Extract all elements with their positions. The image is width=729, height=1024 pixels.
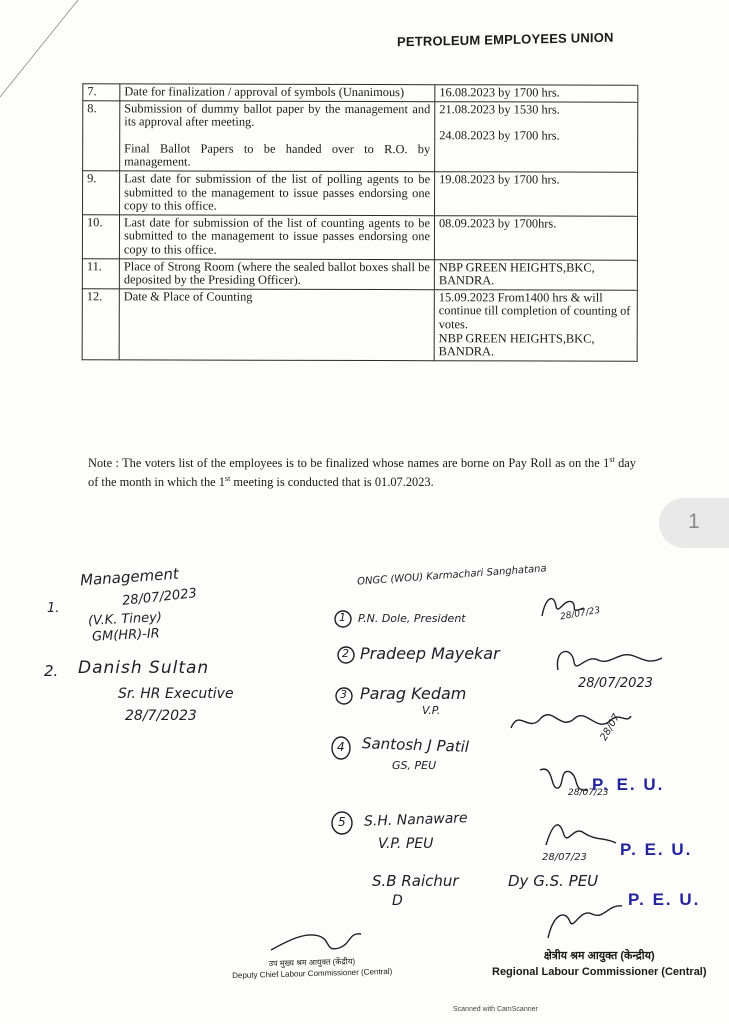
scanner-watermark: Scanned with CamScanner — [453, 1006, 538, 1013]
management-item-2-name: Danish Sultan — [78, 658, 210, 678]
management-item-2-date: 28/7/2023 — [125, 708, 197, 724]
signatory-4-name: Santosh J Patil — [361, 734, 470, 756]
signatory-5-name: S.H. Nanaware — [363, 810, 468, 830]
signatory-5-number: 5 — [338, 815, 346, 829]
management-item-1-no: 1. — [47, 601, 60, 616]
schedule-item-deadline — [435, 172, 638, 216]
schedule-item-number: 7. — [83, 84, 120, 101]
signatory-3-name: Parag Kedam — [360, 684, 467, 703]
signatory-3-role: V.P. — [422, 704, 441, 717]
signatory-2-name: Pradeep Mayekar — [360, 644, 500, 663]
union-header: PETROLEUM EMPLOYEES UNION — [397, 29, 614, 50]
schedule-item-description — [119, 215, 434, 260]
signatory-6-mark: D — [392, 893, 403, 909]
peu-stamp-2: P. E. U. — [620, 840, 693, 859]
dclc-signature — [265, 924, 375, 960]
page-indicator-tab[interactable] — [659, 498, 729, 548]
schedule-row — [82, 215, 637, 260]
schedule-row — [83, 84, 638, 102]
deadline-value: NBP GREEN HEIGHTS,BKC, BANDRA. — [438, 330, 595, 359]
signatory-2-number: 2 — [342, 647, 349, 660]
signatory-4-date: 28/07/23 — [568, 788, 609, 798]
deadline-value: 19.08.2023 by 1700 hrs. — [439, 172, 560, 187]
signatory-3-date: 28/07 — [598, 712, 623, 743]
signatory-5-signature — [540, 815, 620, 850]
description-paragraph: Date & Place of Counting — [123, 289, 253, 304]
description-paragraph: Date for finalization / approval of symbols (Unanimous) — [124, 84, 405, 100]
schedule-item-description — [120, 100, 435, 171]
schedule-row — [83, 171, 638, 216]
schedule-item-deadline — [435, 85, 638, 102]
schedule-item-number: 10. — [82, 215, 119, 259]
signatory-1-date: 28/07/23 — [559, 605, 601, 623]
voters-list-note: Note : The voters list of the employees is to be finalized whose names are borne on Pay Roll as on the 1st day of the month in which the 1st meeting is conducted that is 01.07.2023. — [88, 455, 636, 490]
schedule-item-deadline — [435, 101, 638, 172]
description-paragraph: Last date for submission of the list of counting agents to be submitted to the management to issue passes endorsing one copy to this office. — [123, 215, 431, 257]
schedule-item-description — [119, 258, 434, 289]
schedule-item-deadline — [434, 215, 637, 259]
deadline-value: NBP GREEN HEIGHTS,BKC, BANDRA. — [438, 259, 595, 288]
signatory-1-number: 1 — [339, 611, 346, 624]
deadline-value: 24.08.2023 by 1700 hrs. — [439, 128, 560, 143]
schedule-row — [82, 258, 637, 290]
schedule-item-description — [119, 289, 434, 361]
schedule-item-number: 12. — [82, 288, 119, 359]
page-number: 1 — [688, 510, 700, 533]
description-paragraph: Last date for submission of the list of polling agents to be submitted to the management to issue passes endorsing one copy to this office. — [124, 171, 431, 213]
schedule-row — [82, 288, 637, 360]
deadline-value: 16.08.2023 by 1700 hrs. — [439, 85, 560, 100]
schedule-item-deadline — [434, 259, 637, 290]
schedule-item-number: 11. — [82, 258, 119, 288]
signatory-1-name: P.N. Dole, President — [358, 612, 466, 625]
signatory-2-date: 28/07/2023 — [578, 676, 653, 691]
signatory-6-role: Dy G.S. PEU — [508, 872, 599, 890]
management-item-1-date: 28/07/2023 — [121, 586, 198, 609]
management-item-2-role: Sr. HR Executive — [118, 686, 234, 702]
rlc-designation: क्षेत्रीय श्रम आयुक्त (केन्द्रीय) Regional Labour Commissioner (Central) — [492, 950, 707, 978]
management-heading: Management — [79, 564, 180, 590]
schedule-item-description — [120, 84, 435, 101]
description-paragraph: Final Ballot Papers to be handed over to R.O. by management. — [124, 141, 431, 169]
rlc-signature — [542, 898, 632, 943]
schedule-item-number: 9. — [83, 171, 120, 215]
peu-stamp-1: P. E. U. — [592, 775, 665, 794]
signatory-5-date: 28/07/23 — [542, 852, 587, 863]
deadline-value: 15.09.2023 From1400 hrs & will continue till completion of counting of votes. — [438, 289, 631, 332]
signatory-5-role: V.P. PEU — [378, 836, 434, 852]
dclc-designation: उप मुख्य श्रम आयुक्त (केंद्रीय) Deputy Chief Labour Commissioner (Central) — [232, 956, 393, 981]
schedule-item-description — [120, 171, 435, 216]
description-paragraph: Place of Strong Room (where the sealed ballot boxes shall be deposited by the Presiding Officer). — [123, 258, 430, 287]
signatory-2-signature — [550, 640, 665, 680]
management-item-2-no: 2. — [44, 662, 59, 680]
peu-stamp-3: P. E. U. — [628, 890, 701, 909]
union-heading: ONGC (WOU) Karmachari Sanghatana — [356, 563, 547, 588]
signatory-6-name: S.B Raichur — [372, 872, 459, 890]
signatory-4-role: GS, PEU — [392, 759, 437, 772]
management-item-1-role: GM(HR)-IR — [91, 626, 161, 645]
election-schedule-table — [82, 83, 639, 361]
schedule-item-number: 8. — [83, 100, 120, 170]
management-item-1-name: (V.K. Tiney) — [87, 610, 163, 629]
schedule-row — [83, 100, 638, 172]
schedule-item-deadline — [434, 289, 637, 360]
deadline-value: 21.08.2023 by 1530 hrs. — [439, 101, 560, 117]
signatory-4-number: 4 — [337, 740, 345, 754]
signatory-3-number: 3 — [340, 688, 347, 701]
deadline-value: 08.09.2023 by 1700hrs. — [438, 215, 557, 231]
description-paragraph: Submission of dummy ballot paper by the management and its approval after meeting. — [124, 100, 431, 129]
